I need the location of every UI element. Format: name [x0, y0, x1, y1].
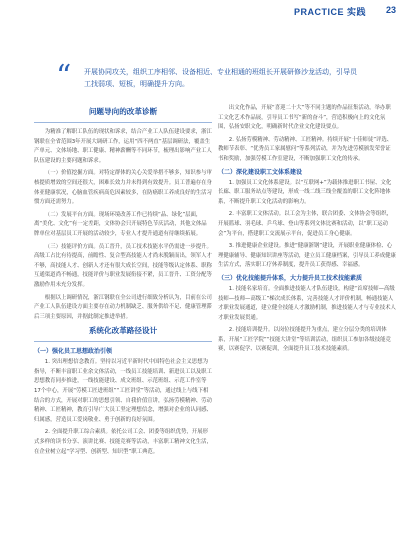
- paragraph: 1. 加强员工文化体系建设。以“互联网+”为载体推进职工书屋、文化长廊、职工服务站点等建设，形成一线二线三线全覆盖的职工文化阵地体系，不断提升职工文化活动的影响力。: [218, 179, 392, 205]
- pull-quote: 开展协同攻关，组织工序相邻、设备相近、专业相通的班组长开展研修沙龙活动，引导员工找弱项、短板，明确提升方向。: [84, 68, 357, 88]
- paragraph: 1. 技能名家培育。全面推进技能人才队伍建设，构建“首席技师—高级技师—技师—高级工”梯次成长体系，完善技能人才评价机制，畅通技能人才职业发展通道，建立健全技能人才激励机制，推进技能人才与专业技术人才职业发展贯通。: [218, 285, 396, 321]
- paragraph: 1. 突出理想信念教育。坚持以习近平新时代中国特色社会主义思想为指导，不断丰富职工业余文体活动，一线员工技能培训、新进员工以及职工思想教育同步推进，一线技能建设、成文班组、示范班组、示范工作室等17个中心，开展“劳模工匠进班组”“工匠讲堂”等活动，通过线上与线下相结合的方式，开展对职工的思想引领、自我价值宣讲，弘扬劳模精神、劳动精神、工匠精神，教育引导广大员工坚定理想信念，增强对企业的认同感、归属感，营造员工爱岗敬业、勇于创新的良好氛围。: [34, 359, 212, 423]
- right-column: [218, 104, 396, 358]
- paragraph: 2. 弘扬劳模精神、劳动精神、工匠精神。持续开展“十佳师徒”评选、教师节表彰、“优秀员工家属慰问”等系列活动，并为先进劳模颁发荣誉证书和奖励，加强劳模工作室建设，不断加强职工文化的传承。: [218, 136, 393, 162]
- section-title-path: 系统化改革路径设计: [88, 326, 158, 336]
- paragraph: 出文化作品，开展“喜迎二十大”等不同主题的作品征集活动，举办职工文化艺术作品展，引导员工书写“新的奋斗”，营造积极向上的文化氛围，弘扬安职文化，明确新时代企业文化建设要点。: [218, 105, 391, 131]
- paragraph: 根据以上调研情况，浙江钢联在全公司进行细致分析认为，目前在公司产业工人队伍建设方面主要存在动力机制缺乏、服务供给不足、健康管理滞后三项主要原因，并据此制定推进举措。: [34, 294, 212, 320]
- divider: [34, 341, 212, 342]
- left-column: [34, 104, 212, 460]
- paragraph: 为精准了解职工队伍的现状和诉求，结合产业工人队伍建设要求，浙江钢联在全省范围3年开展大调研工作，运用“四不两直”基层调研法，覆盖生产单元、文体场地、职工健康、精神薪酬等不同环节，梳理出影响产业工人队伍建设的主要问题和诉求。: [34, 129, 212, 164]
- paragraph: 3. 推进健康企业建设。推进“健康浙钢”建设，开展职业健康体检、心理健康辅导、健康知识讲座等活动，建立员工健康档案，引导员工养成健康生活方式，落实职工疗休养制度，提升员工获得感、幸福感。: [218, 243, 396, 269]
- paragraph: （一）价值挖掘方面。对特定群体的关心关爱举措不够多，知识参与审核提质增效的空间还很大，困难长效力并未得到有效提升。员工普遍存在身体亚健康状况，心脑血管疾病高危因素较多，在防癌职工养成良好的生活习惯方面还需努力。: [34, 170, 212, 206]
- subsection-title: （一）强化员工思想政治引领: [34, 348, 113, 356]
- page-number: 23: [385, 5, 396, 15]
- paragraph: （三）技能评价方面。员工晋升，员工技术技能水平仍需进一步提升。高级工占比有待提高，前瞻性、复合型高技能人才尚未脱颖而出，领军人才不够，高技能人才、创新人才还有很大成长空间，技能等级认定体系、职称互通渠道尚不畅通，技能评价与职业发展衔接不紧，员工晋升、工资分配等激励作用未充分发挥。: [34, 243, 212, 288]
- section-label: PRACTICE 实践: [293, 7, 366, 17]
- paragraph: 2. 技能培训提升。以岗位技能提升为重点，建立分层分类的培训体系，开展“工匠学院”“技能大讲堂”等培训活动，组织员工参加各级技能竞赛，以赛促学、以赛促训，全面提升员工技术技能素质。: [218, 327, 391, 353]
- paragraph: 2. 全面提升职工综合素质。依托公司工会、团委等组织优势，开展形式多样的读书分享、演讲比赛、技能竞赛等活动，丰富职工精神文化生活，在企业树立起“学习型、创新型、知识型”职工典范。: [34, 429, 212, 455]
- subsection-title: （三）优化技能提升体系，大力提升员工技术技能素质: [218, 274, 363, 282]
- page-header: [0, 0, 410, 22]
- paragraph: （二）发展平台方面。现场环境改善工作已持续“品、绿化”层面，离“美化、文化”有一定差距，文体协会只开展特色节庆活动，其他文体品牌单位对基层员工开展的活动较少，专业人才提升通道有待继续拓展。: [34, 211, 207, 237]
- subsection-title: （二）深化建设职工文体系建设: [218, 168, 303, 176]
- paragraph: 2. 丰富职工文体活动。以工会为主体，联合团委、文体协会等组织，开展篮球、羽毛球、乒乓球、登山等系列文体比赛和活动，以“职工运动会”为平台，搭建职工交流展示平台，促进员工身心健康。: [218, 211, 392, 237]
- section-title-diagnosis: 问题导向的改革诊断: [88, 107, 158, 116]
- divider: [34, 122, 212, 123]
- quote-mark-icon: “: [56, 59, 72, 94]
